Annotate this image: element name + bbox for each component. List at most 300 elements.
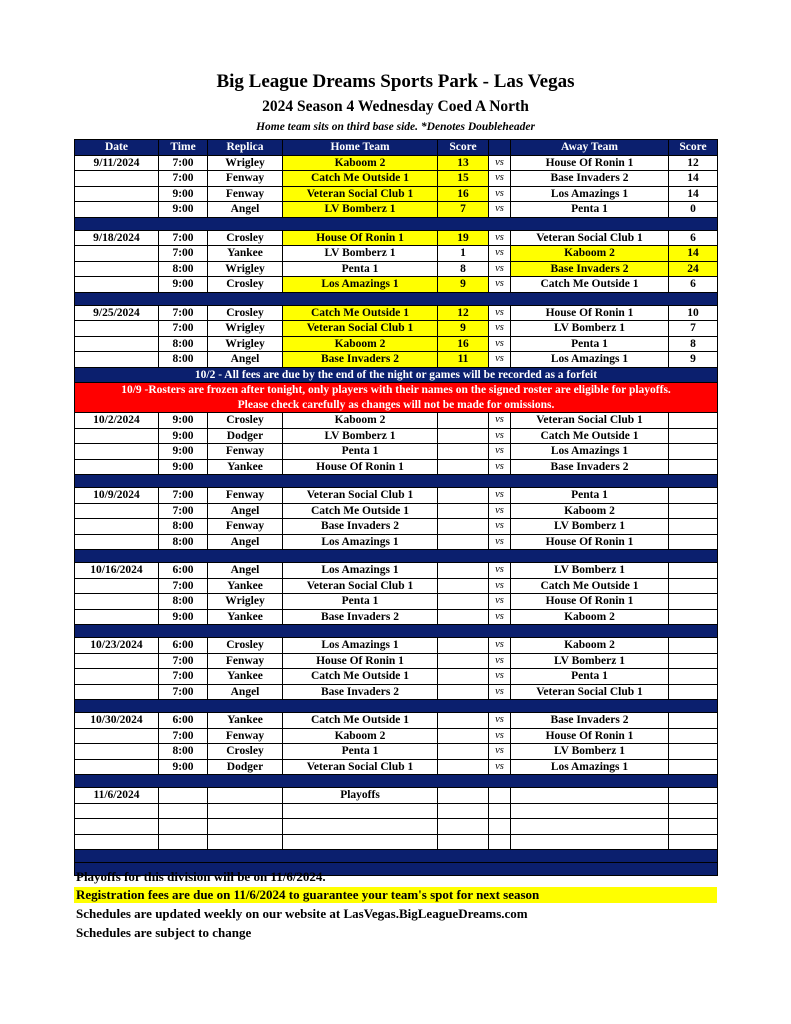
separator-cell xyxy=(75,775,718,788)
game-time: 7:00 xyxy=(159,171,208,187)
home-team: Veteran Social Club 1 xyxy=(283,321,438,337)
vs-label: vs xyxy=(489,519,511,535)
home-score xyxy=(438,834,489,850)
away-team: Base Invaders 2 xyxy=(511,713,669,729)
home-team: Kaboom 2 xyxy=(283,413,438,429)
game-row xyxy=(75,321,718,337)
separator-cell xyxy=(75,217,718,230)
game-row xyxy=(75,638,718,654)
game-field: Fenway xyxy=(208,444,283,460)
game-time: 7:00 xyxy=(159,305,208,321)
away-team: Catch Me Outside 1 xyxy=(511,428,669,444)
separator-row xyxy=(75,475,718,488)
game-date: 10/30/2024 xyxy=(75,713,159,729)
game-time: 7:00 xyxy=(159,155,208,171)
game-field: Yankee xyxy=(208,246,283,262)
vs-label: vs xyxy=(489,428,511,444)
game-row xyxy=(75,594,718,610)
vs-label: vs xyxy=(489,728,511,744)
separator-row xyxy=(75,217,718,230)
home-team: Veteran Social Club 1 xyxy=(283,488,438,504)
game-field: Angel xyxy=(208,563,283,579)
game-time: 9:00 xyxy=(159,413,208,429)
game-date xyxy=(75,277,159,293)
vs-label: vs xyxy=(489,459,511,475)
home-team: Catch Me Outside 1 xyxy=(283,305,438,321)
game-field: Crosley xyxy=(208,305,283,321)
away-score: 24 xyxy=(669,261,718,277)
game-row xyxy=(75,609,718,625)
game-row xyxy=(75,684,718,700)
game-row xyxy=(75,428,718,444)
vs-label: vs xyxy=(489,684,511,700)
away-score xyxy=(669,653,718,669)
home-score xyxy=(438,638,489,654)
fee-notice xyxy=(75,367,718,383)
game-field: Fenway xyxy=(208,519,283,535)
separator-cell xyxy=(75,700,718,713)
home-team: LV Bomberz 1 xyxy=(283,246,438,262)
game-row xyxy=(75,261,718,277)
vs-label: vs xyxy=(489,578,511,594)
away-team: Los Amazings 1 xyxy=(511,444,669,460)
home-team: Veteran Social Club 1 xyxy=(283,578,438,594)
home-score xyxy=(438,803,489,819)
game-time: 7:00 xyxy=(159,669,208,685)
home-team: Kaboom 2 xyxy=(283,728,438,744)
col-home-team: Home Team xyxy=(283,140,438,156)
away-team: LV Bomberz 1 xyxy=(511,744,669,760)
game-time: 7:00 xyxy=(159,246,208,262)
away-score xyxy=(669,413,718,429)
home-score: 11 xyxy=(438,352,489,368)
vs-label: vs xyxy=(489,230,511,246)
away-score xyxy=(669,609,718,625)
home-score xyxy=(438,488,489,504)
home-team: Penta 1 xyxy=(283,744,438,760)
game-time: 9:00 xyxy=(159,277,208,293)
away-score xyxy=(669,728,718,744)
away-score: 14 xyxy=(669,171,718,187)
away-score xyxy=(669,578,718,594)
footer-subject-change: Schedules are subject to change xyxy=(76,925,252,940)
game-date xyxy=(75,759,159,775)
home-score xyxy=(438,594,489,610)
home-team: Los Amazings 1 xyxy=(283,638,438,654)
home-team: Playoffs xyxy=(283,788,438,804)
game-time: 9:00 xyxy=(159,186,208,202)
home-score: 15 xyxy=(438,171,489,187)
game-field: Angel xyxy=(208,202,283,218)
home-team: Base Invaders 2 xyxy=(283,684,438,700)
game-row xyxy=(75,803,718,819)
home-score xyxy=(438,728,489,744)
vs-label xyxy=(489,803,511,819)
home-team xyxy=(283,803,438,819)
home-score: 1 xyxy=(438,246,489,262)
vs-label: vs xyxy=(489,186,511,202)
game-field: Yankee xyxy=(208,713,283,729)
game-time: 9:00 xyxy=(159,759,208,775)
game-field: Crosley xyxy=(208,230,283,246)
game-time xyxy=(159,803,208,819)
home-team: Base Invaders 2 xyxy=(283,609,438,625)
game-field: Yankee xyxy=(208,578,283,594)
footer-registration: Registration fees are due on 11/6/2024 to guarantee your team's spot for next season xyxy=(74,887,717,903)
home-score: 16 xyxy=(438,336,489,352)
game-time xyxy=(159,834,208,850)
away-team: LV Bomberz 1 xyxy=(511,321,669,337)
vs-label xyxy=(489,834,511,850)
separator-cell xyxy=(75,850,718,863)
home-score xyxy=(438,503,489,519)
vs-label: vs xyxy=(489,246,511,262)
page-title: Big League Dreams Sports Park - Las Vegas xyxy=(216,71,575,92)
away-score xyxy=(669,834,718,850)
game-date xyxy=(75,459,159,475)
separator-row xyxy=(75,292,718,305)
game-time: 8:00 xyxy=(159,594,208,610)
vs-label: vs xyxy=(489,503,511,519)
col-away-team: Away Team xyxy=(511,140,669,156)
game-field: Wrigley xyxy=(208,594,283,610)
home-score: 7 xyxy=(438,202,489,218)
home-team: Los Amazings 1 xyxy=(283,563,438,579)
game-date xyxy=(75,336,159,352)
home-team: LV Bomberz 1 xyxy=(283,428,438,444)
game-row xyxy=(75,444,718,460)
home-team: Kaboom 2 xyxy=(283,155,438,171)
home-team-note: Home team sits on third base side. *Denotes Doubleheader xyxy=(256,121,535,133)
away-score xyxy=(669,503,718,519)
away-team: Los Amazings 1 xyxy=(511,759,669,775)
game-row xyxy=(75,744,718,760)
page-subtitle: 2024 Season 4 Wednesday Coed A North xyxy=(262,98,529,115)
game-date xyxy=(75,534,159,550)
home-score xyxy=(438,534,489,550)
game-row xyxy=(75,155,718,171)
home-team: Los Amazings 1 xyxy=(283,277,438,293)
vs-label: vs xyxy=(489,444,511,460)
home-team: Base Invaders 2 xyxy=(283,352,438,368)
game-field: Angel xyxy=(208,352,283,368)
vs-label: vs xyxy=(489,321,511,337)
game-field: Fenway xyxy=(208,171,283,187)
vs-label: vs xyxy=(489,609,511,625)
game-time: 8:00 xyxy=(159,744,208,760)
game-date xyxy=(75,171,159,187)
game-date xyxy=(75,728,159,744)
game-field: Wrigley xyxy=(208,155,283,171)
game-row xyxy=(75,413,718,429)
away-team: Penta 1 xyxy=(511,336,669,352)
separator-cell xyxy=(75,475,718,488)
away-score: 12 xyxy=(669,155,718,171)
fee-notice-text: 10/2 - All fees are due by the end of the night or games will be recorded as a forfeit xyxy=(75,367,718,383)
game-field: Wrigley xyxy=(208,336,283,352)
vs-label xyxy=(489,819,511,835)
away-team: Veteran Social Club 1 xyxy=(511,413,669,429)
away-team: Kaboom 2 xyxy=(511,503,669,519)
home-score xyxy=(438,819,489,835)
away-score: 7 xyxy=(669,321,718,337)
away-team: Kaboom 2 xyxy=(511,609,669,625)
game-time: 9:00 xyxy=(159,459,208,475)
game-date xyxy=(75,202,159,218)
away-score xyxy=(669,638,718,654)
home-team: Penta 1 xyxy=(283,261,438,277)
away-score xyxy=(669,594,718,610)
game-time: 7:00 xyxy=(159,230,208,246)
home-team: Base Invaders 2 xyxy=(283,519,438,535)
game-row xyxy=(75,488,718,504)
away-team: House Of Ronin 1 xyxy=(511,155,669,171)
game-field: Dodger xyxy=(208,428,283,444)
roster-notice-1 xyxy=(75,383,718,398)
roster-notice-1-text: 10/9 -Rosters are frozen after tonight, only players with their names on the signed roster are eligible for playoffs. xyxy=(75,383,718,398)
game-date xyxy=(75,519,159,535)
game-date: 10/9/2024 xyxy=(75,488,159,504)
game-field: Fenway xyxy=(208,653,283,669)
home-score xyxy=(438,609,489,625)
game-field: Crosley xyxy=(208,744,283,760)
game-date xyxy=(75,261,159,277)
game-time: 7:00 xyxy=(159,488,208,504)
home-team: House Of Ronin 1 xyxy=(283,459,438,475)
home-score: 9 xyxy=(438,321,489,337)
game-row xyxy=(75,788,718,804)
away-team: Kaboom 2 xyxy=(511,246,669,262)
game-date: 10/2/2024 xyxy=(75,413,159,429)
away-score xyxy=(669,563,718,579)
vs-label: vs xyxy=(489,413,511,429)
away-team: House Of Ronin 1 xyxy=(511,594,669,610)
vs-label: vs xyxy=(489,563,511,579)
away-team: Los Amazings 1 xyxy=(511,186,669,202)
game-row xyxy=(75,713,718,729)
col-home-score: Score xyxy=(438,140,489,156)
game-date xyxy=(75,352,159,368)
game-field xyxy=(208,834,283,850)
game-field: Angel xyxy=(208,684,283,700)
game-time: 6:00 xyxy=(159,638,208,654)
home-score: 16 xyxy=(438,186,489,202)
game-date xyxy=(75,428,159,444)
game-time: 8:00 xyxy=(159,261,208,277)
game-date xyxy=(75,803,159,819)
vs-label: vs xyxy=(489,305,511,321)
roster-notice-2-text: Please check carefully as changes will not be made for omissions. xyxy=(75,398,718,413)
game-time: 8:00 xyxy=(159,336,208,352)
away-score xyxy=(669,744,718,760)
game-row xyxy=(75,459,718,475)
home-score xyxy=(438,744,489,760)
away-score: 0 xyxy=(669,202,718,218)
game-date: 9/11/2024 xyxy=(75,155,159,171)
game-row xyxy=(75,819,718,835)
away-score xyxy=(669,759,718,775)
game-date: 9/25/2024 xyxy=(75,305,159,321)
home-team: Catch Me Outside 1 xyxy=(283,171,438,187)
game-row xyxy=(75,669,718,685)
game-row xyxy=(75,171,718,187)
col-date: Date xyxy=(75,140,159,156)
col-time: Time xyxy=(159,140,208,156)
separator-row xyxy=(75,775,718,788)
away-score: 9 xyxy=(669,352,718,368)
home-score: 13 xyxy=(438,155,489,171)
away-score: 6 xyxy=(669,230,718,246)
game-row xyxy=(75,336,718,352)
away-team: Catch Me Outside 1 xyxy=(511,277,669,293)
game-time: 6:00 xyxy=(159,713,208,729)
home-score xyxy=(438,428,489,444)
away-team: Catch Me Outside 1 xyxy=(511,578,669,594)
home-team: Penta 1 xyxy=(283,594,438,610)
vs-label: vs xyxy=(489,488,511,504)
col-vs xyxy=(489,140,511,156)
game-time: 7:00 xyxy=(159,321,208,337)
separator-row xyxy=(75,550,718,563)
game-row xyxy=(75,534,718,550)
away-team: Veteran Social Club 1 xyxy=(511,684,669,700)
separator-row xyxy=(75,850,718,863)
game-field: Wrigley xyxy=(208,261,283,277)
away-score: 10 xyxy=(669,305,718,321)
home-team: Catch Me Outside 1 xyxy=(283,669,438,685)
away-team: LV Bomberz 1 xyxy=(511,519,669,535)
vs-label: vs xyxy=(489,713,511,729)
away-team: Base Invaders 2 xyxy=(511,261,669,277)
game-date xyxy=(75,578,159,594)
separator-cell xyxy=(75,292,718,305)
home-score xyxy=(438,459,489,475)
away-team xyxy=(511,819,669,835)
game-row xyxy=(75,246,718,262)
home-score xyxy=(438,788,489,804)
vs-label: vs xyxy=(489,336,511,352)
vs-label: vs xyxy=(489,261,511,277)
game-date xyxy=(75,186,159,202)
game-row xyxy=(75,578,718,594)
home-team: House Of Ronin 1 xyxy=(283,653,438,669)
vs-label xyxy=(489,788,511,804)
away-score xyxy=(669,684,718,700)
roster-notice-2 xyxy=(75,398,718,413)
vs-label: vs xyxy=(489,744,511,760)
game-row xyxy=(75,352,718,368)
away-score xyxy=(669,428,718,444)
game-date xyxy=(75,653,159,669)
home-score xyxy=(438,759,489,775)
home-team: Veteran Social Club 1 xyxy=(283,186,438,202)
home-team: Los Amazings 1 xyxy=(283,534,438,550)
away-score xyxy=(669,488,718,504)
game-field: Dodger xyxy=(208,759,283,775)
away-score xyxy=(669,713,718,729)
away-team: Base Invaders 2 xyxy=(511,459,669,475)
game-field: Yankee xyxy=(208,609,283,625)
home-team: Catch Me Outside 1 xyxy=(283,713,438,729)
away-team: Base Invaders 2 xyxy=(511,171,669,187)
home-score: 9 xyxy=(438,277,489,293)
game-field: Wrigley xyxy=(208,321,283,337)
away-team: Los Amazings 1 xyxy=(511,352,669,368)
home-score xyxy=(438,444,489,460)
vs-label: vs xyxy=(489,653,511,669)
game-time xyxy=(159,788,208,804)
footer-playoffs: Playoffs for this division will be on 11/6/2024. xyxy=(76,869,326,884)
home-team xyxy=(283,819,438,835)
home-score xyxy=(438,413,489,429)
vs-label: vs xyxy=(489,277,511,293)
away-team: Penta 1 xyxy=(511,202,669,218)
game-row xyxy=(75,277,718,293)
away-team: Kaboom 2 xyxy=(511,638,669,654)
away-team: House Of Ronin 1 xyxy=(511,534,669,550)
game-field: Yankee xyxy=(208,669,283,685)
game-time: 9:00 xyxy=(159,202,208,218)
separator-cell xyxy=(75,550,718,563)
away-score: 14 xyxy=(669,246,718,262)
separator-row xyxy=(75,700,718,713)
away-team: LV Bomberz 1 xyxy=(511,563,669,579)
game-row xyxy=(75,202,718,218)
home-team: Catch Me Outside 1 xyxy=(283,503,438,519)
game-field: Crosley xyxy=(208,277,283,293)
home-score: 19 xyxy=(438,230,489,246)
game-date xyxy=(75,246,159,262)
game-date xyxy=(75,834,159,850)
game-field: Yankee xyxy=(208,459,283,475)
game-date xyxy=(75,321,159,337)
game-row xyxy=(75,834,718,850)
home-score xyxy=(438,653,489,669)
away-score xyxy=(669,819,718,835)
away-team: House Of Ronin 1 xyxy=(511,728,669,744)
game-field: Fenway xyxy=(208,186,283,202)
away-team: LV Bomberz 1 xyxy=(511,653,669,669)
vs-label: vs xyxy=(489,669,511,685)
game-date xyxy=(75,684,159,700)
vs-label: vs xyxy=(489,202,511,218)
away-team: Penta 1 xyxy=(511,669,669,685)
game-time: 8:00 xyxy=(159,534,208,550)
game-row xyxy=(75,230,718,246)
away-score: 8 xyxy=(669,336,718,352)
game-row xyxy=(75,305,718,321)
game-field: Crosley xyxy=(208,638,283,654)
away-score xyxy=(669,669,718,685)
away-team xyxy=(511,834,669,850)
home-score xyxy=(438,684,489,700)
away-team: House Of Ronin 1 xyxy=(511,305,669,321)
game-date xyxy=(75,594,159,610)
game-row xyxy=(75,653,718,669)
home-team: LV Bomberz 1 xyxy=(283,202,438,218)
game-time: 7:00 xyxy=(159,503,208,519)
game-time: 9:00 xyxy=(159,609,208,625)
game-row xyxy=(75,519,718,535)
away-score xyxy=(669,519,718,535)
game-time: 6:00 xyxy=(159,563,208,579)
home-score xyxy=(438,578,489,594)
game-date: 10/23/2024 xyxy=(75,638,159,654)
away-score xyxy=(669,803,718,819)
home-score: 8 xyxy=(438,261,489,277)
game-date xyxy=(75,744,159,760)
col-replica: Replica xyxy=(208,140,283,156)
